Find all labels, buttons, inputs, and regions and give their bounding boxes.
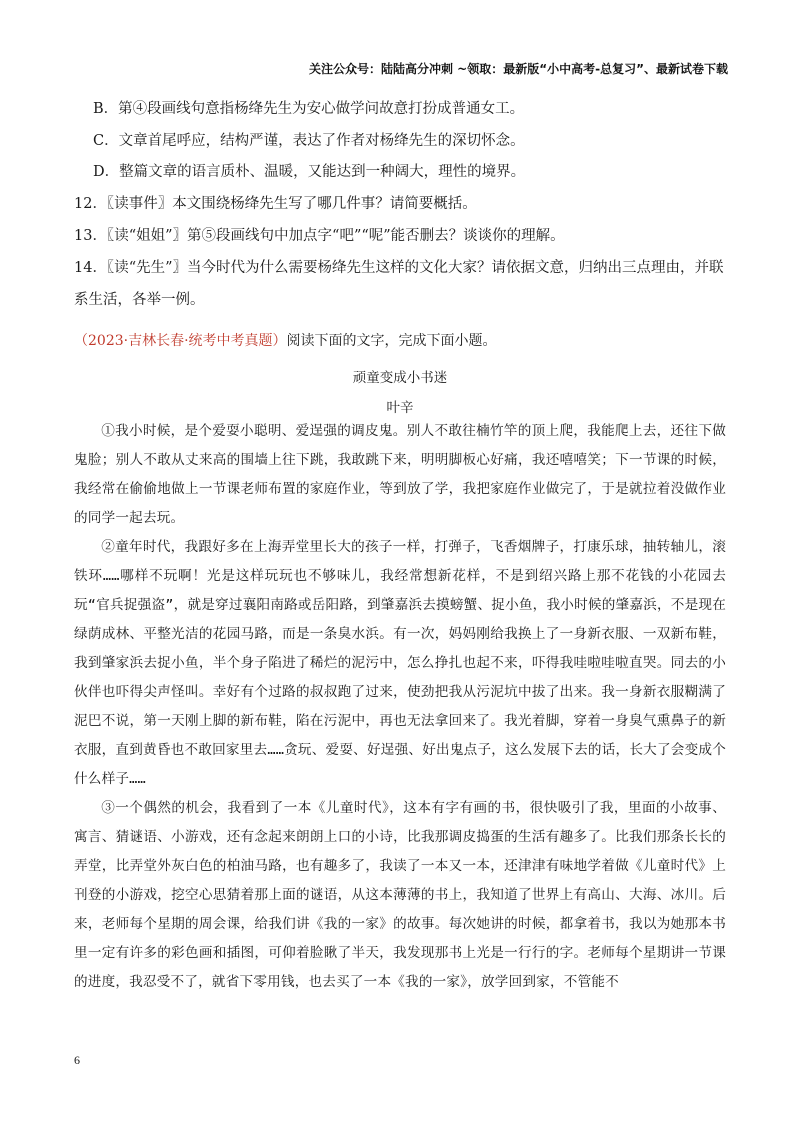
option-c: C．文章首尾呼应，结构严谨，表达了作者对杨绛先生的深切怀念。 — [93, 133, 525, 149]
article-body — [74, 417, 726, 997]
question-14-line1: 14．〖读“先生”〗当今时代为什么需要杨绛先生这样的文化大家？请依据文意，归纳出三点理由，并联 — [74, 260, 724, 276]
article-author: 叶辛 — [386, 400, 414, 416]
paragraph-2: ②童年时代，我跟好多在上海弄堂里长大的孩子一样，打弹子，飞香烟牌子，打康乐球，抽转轴儿，滚铁环……哪样不玩啊！光是这样玩玩也不够味儿，我经常想新花样，不是到绍兴路上那不花钱的小花园去玩“官兵捉强盗”，就是穿过襄阳南路或岳阳路，到肇嘉浜去摸螃蟹、捉小鱼，我小时候的肇嘉浜，不是现在绿荫成林、平整光洁的花园马路，而是一条臭水浜。有一次，妈妈刚给我换上了一身新衣服、一双新布鞋，我到肇家浜去捉小鱼，半个身子陷进了稀烂的泥污中，怎么挣扎也起不来，吓得我哇啦哇啦直哭。同去的小伙伴也吓得尖声怪叫。幸好有个过路的叔叔跑了过来，使劲把我从污泥坑中拔了出来。我一身新衣服糊满了泥巴不说，第一天刚上脚的新布鞋，陷在污泥中，再也无法拿回来了。我光着脚，穿着一身臭气熏鼻子的新衣服，直到黄昏也不敢回家里去……贪玩、爱耍、好逞强、好出鬼点子，这么发展下去的话，长大了会变成个什么样子…… — [74, 539, 726, 787]
source-instruction: 阅读下面的文字，完成下面小题。 — [286, 333, 497, 349]
article-title: 顽童变成小书迷 — [352, 370, 448, 386]
option-b: B．第④段画线句意指杨绛先生为安心做学问故意打扮成普通女工。 — [93, 101, 525, 117]
source-line — [74, 330, 497, 350]
page-header: 关注公众号：陆陆高分冲刺 ~领取：最新版“小中高考-总复习”、最新试卷下载 — [309, 62, 728, 76]
page-number: 6 — [74, 1053, 80, 1067]
option-d: D．整篇文章的语言质朴、温暖，又能达到一种阔大，理性的境界。 — [93, 164, 526, 180]
question-12: 12．〖读事件〗本文围绕杨绛先生写了哪几件事？请简要概括。 — [74, 196, 477, 212]
paragraph-3: ③一个偶然的机会，我看到了一本《儿童时代》，这本有字有画的书，很快吸引了我，里面的小故事、寓言、猜谜语、小游戏，还有念起来朗朗上口的小诗，比我那调皮捣蛋的生活有趣多了。比我们那条长长的弄堂，比弄堂外灰白色的柏油马路，也有趣多了，我读了一本又一本，还津津有味地学着做《儿童时代》上刊登的小游戏，挖空心思猜着那上面的谜语，从这本薄薄的书上，我知道了世界上有高山、大海、冰川。后来，老师每个星期的周会课，给我们讲《我的一家》的故事。每次她讲的时候，都拿着书，我以为她那本书里一定有许多的彩色画和插图，可仰着脸瞅了半天，我发现那书上光是一行行的字。老师每个星期讲一节课的进度，我忍受不了，就省下零用钱，也去买了一本《我的一家》，放学回到家，不管能不 — [74, 800, 726, 990]
question-14-line2: 系生活，各举一例。 — [74, 292, 205, 308]
source-tag: （2023·吉林长春·统考中考真题） — [74, 333, 287, 349]
paragraph-1: ①我小时候，是个爱耍小聪明、爱逞强的调皮鬼。别人不敢往楠竹竿的顶上爬，我能爬上去，还往下做鬼脸；别人不敢从丈来高的围墙上往下跳，我敢跳下来，明明脚板心好痛，我还嘻嘻笑；下一节课的时候，我经常在偷偷地做上一节课老师布置的家庭作业，等到放了学，我把家庭作业做完了，于是就拉着没做作业的同学一起去玩。 — [74, 423, 726, 526]
question-13: 13．〖读“姐姐”〗第⑤段画线句中加点字“吧”“呢”能否删去？谈谈你的理解。 — [74, 228, 565, 244]
